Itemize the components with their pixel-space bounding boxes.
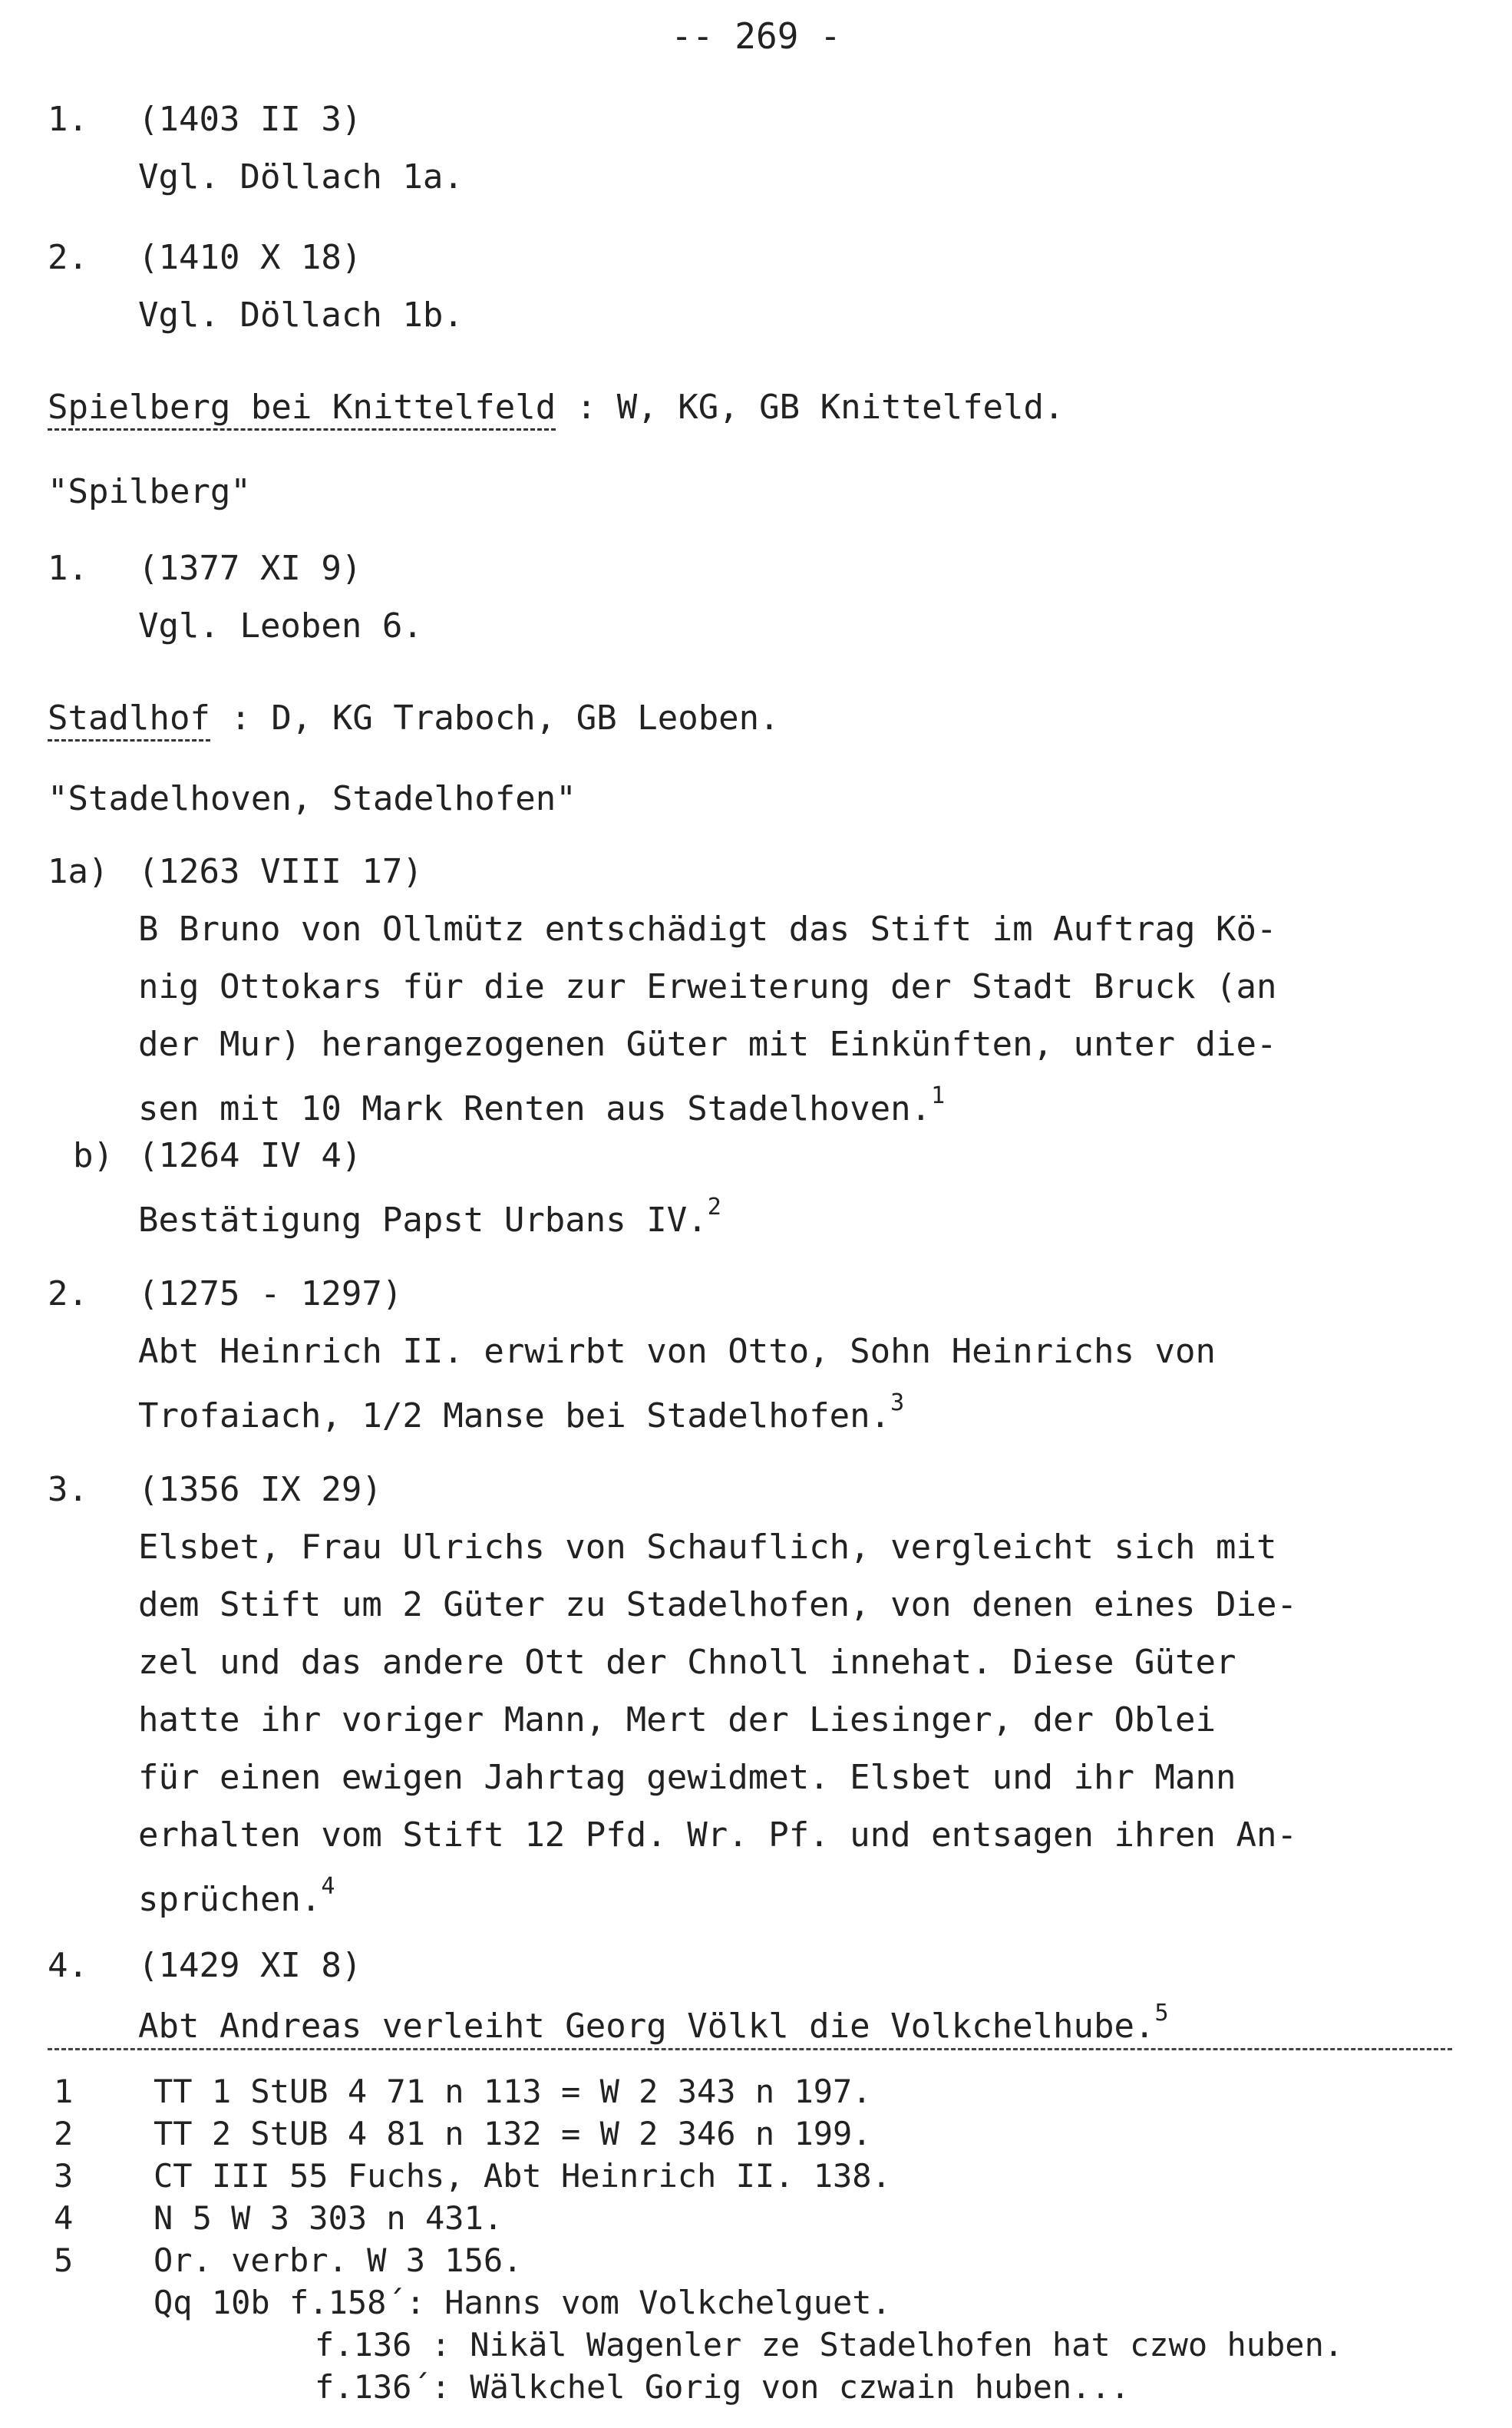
entry-text: Vgl. Döllach 1a. bbox=[138, 157, 464, 197]
entry-number: 2. bbox=[48, 1274, 88, 1313]
entry-date: (1429 XI 8) bbox=[138, 1946, 362, 1985]
footnote-ref: 1 bbox=[931, 1082, 946, 1109]
entry-date: (1410 X 18) bbox=[138, 238, 362, 277]
place-info: : W, KG, GB Knittelfeld. bbox=[556, 388, 1065, 427]
entry-text-line: Abt Heinrich II. erwirbt von Otto, Sohn Heinrichs von bbox=[138, 1332, 1216, 1371]
entry-number: 1a) bbox=[48, 852, 109, 891]
entry-text-line: zel und das andere Ott der Chnoll innehat. Diese Güter bbox=[138, 1643, 1236, 1682]
footnote-ref: 5 bbox=[1154, 2000, 1169, 2027]
entry-text-line: nig Ottokars für die zur Erweiterung der Stadt Bruck (an bbox=[138, 967, 1277, 1006]
entry-number: b) bbox=[73, 1136, 114, 1175]
footnote-number: 3 bbox=[54, 2157, 74, 2195]
place-info: : D, KG Traboch, GB Leoben. bbox=[210, 699, 780, 738]
entry-text: Vgl. Döllach 1b. bbox=[138, 296, 464, 335]
page-number: -- 269 - bbox=[671, 15, 841, 57]
footnote-number: 2 bbox=[54, 2115, 74, 2152]
entry-number: 2. bbox=[48, 238, 88, 277]
entry-number: 1. bbox=[48, 549, 88, 588]
footnote-number: 4 bbox=[54, 2199, 74, 2237]
entry-text-line: dem Stift um 2 Güter zu Stadelhofen, von denen eines Die- bbox=[138, 1585, 1297, 1624]
entry-number: 3. bbox=[48, 1470, 88, 1509]
entry-text-line: erhalten vom Stift 12 Pfd. Wr. Pf. und entsagen ihren An- bbox=[138, 1815, 1297, 1855]
footnote-divider bbox=[48, 2048, 1452, 2050]
entry-date: (1377 XI 9) bbox=[138, 549, 362, 588]
entry-number: 4. bbox=[48, 1946, 88, 1985]
entry-date: (1275 - 1297) bbox=[138, 1274, 403, 1313]
place-heading bbox=[48, 388, 1065, 427]
place-heading bbox=[48, 699, 780, 738]
footnote-text: Or. verbr. W 3 156. bbox=[154, 2241, 523, 2279]
entry-text-line: sprüchen.$^4$ bbox=[138, 1873, 335, 1919]
footnote-number: 1 bbox=[54, 2073, 74, 2110]
entry-text-line: der Mur) herangezogenen Güter mit Einkünften, unter die- bbox=[138, 1025, 1277, 1064]
entry-date: (1403 II 3) bbox=[138, 100, 362, 139]
entry-date: (1356 IX 29) bbox=[138, 1470, 382, 1509]
footnote-text: f.136´: Wälkchel Gorig von czwain huben... bbox=[315, 2368, 1131, 2406]
entry-text-line: sen mit 10 Mark Renten aus Stadelhoven.$^1$ bbox=[138, 1082, 946, 1128]
place-name: Spielberg bei Knittelfeld bbox=[48, 388, 556, 431]
place-variant: "Stadelhoven, Stadelhofen" bbox=[48, 779, 576, 818]
footnote-text: TT 2 StUB 4 81 n 132 = W 2 346 n 199. bbox=[154, 2115, 872, 2152]
entry-text: Abt Andreas verleiht Georg Völkl die Volkchelhube.$^5$ bbox=[138, 2000, 1169, 2046]
footnote-number: 5 bbox=[54, 2241, 74, 2279]
footnote-text: CT III 55 Fuchs, Abt Heinrich II. 138. bbox=[154, 2157, 891, 2195]
footnote-text: f.136 : Nikäl Wagenler ze Stadelhofen hat czwo huben. bbox=[315, 2326, 1344, 2364]
footnote-text: TT 1 StUB 4 71 n 113 = W 2 343 n 197. bbox=[154, 2073, 872, 2110]
place-variant: "Spilberg" bbox=[48, 472, 251, 511]
footnote-text: N 5 W 3 303 n 431. bbox=[154, 2199, 503, 2237]
entry-date: (1263 VIII 17) bbox=[138, 852, 423, 891]
entry-text-line: B Bruno von Ollmütz entschädigt das Stift im Auftrag Kö- bbox=[138, 910, 1277, 949]
footnote-ref: 2 bbox=[707, 1194, 721, 1221]
entry-text-line: hatte ihr voriger Mann, Mert der Liesinger, der Oblei bbox=[138, 1700, 1216, 1739]
entry-text: Bestätigung Papst Urbans IV.$^2$ bbox=[138, 1194, 721, 1240]
entry-text-line: Elsbet, Frau Ulrichs von Schauflich, vergleicht sich mit bbox=[138, 1528, 1277, 1567]
place-name: Stadlhof bbox=[48, 699, 210, 742]
entry-date: (1264 IV 4) bbox=[138, 1136, 362, 1175]
entry-number: 1. bbox=[48, 100, 88, 139]
footnote-text: Qq 10b f.158´: Hanns vom Volkchelguet. bbox=[154, 2284, 891, 2321]
entry-text-line: Trofaiach, 1/2 Manse bei Stadelhofen.$^3$ bbox=[138, 1389, 905, 1435]
entry-text: Vgl. Leoben 6. bbox=[138, 606, 423, 646]
entry-text-line: für einen ewigen Jahrtag gewidmet. Elsbet und ihr Mann bbox=[138, 1758, 1236, 1797]
footnote-ref: 3 bbox=[890, 1389, 905, 1416]
footnote-ref: 4 bbox=[321, 1873, 335, 1900]
